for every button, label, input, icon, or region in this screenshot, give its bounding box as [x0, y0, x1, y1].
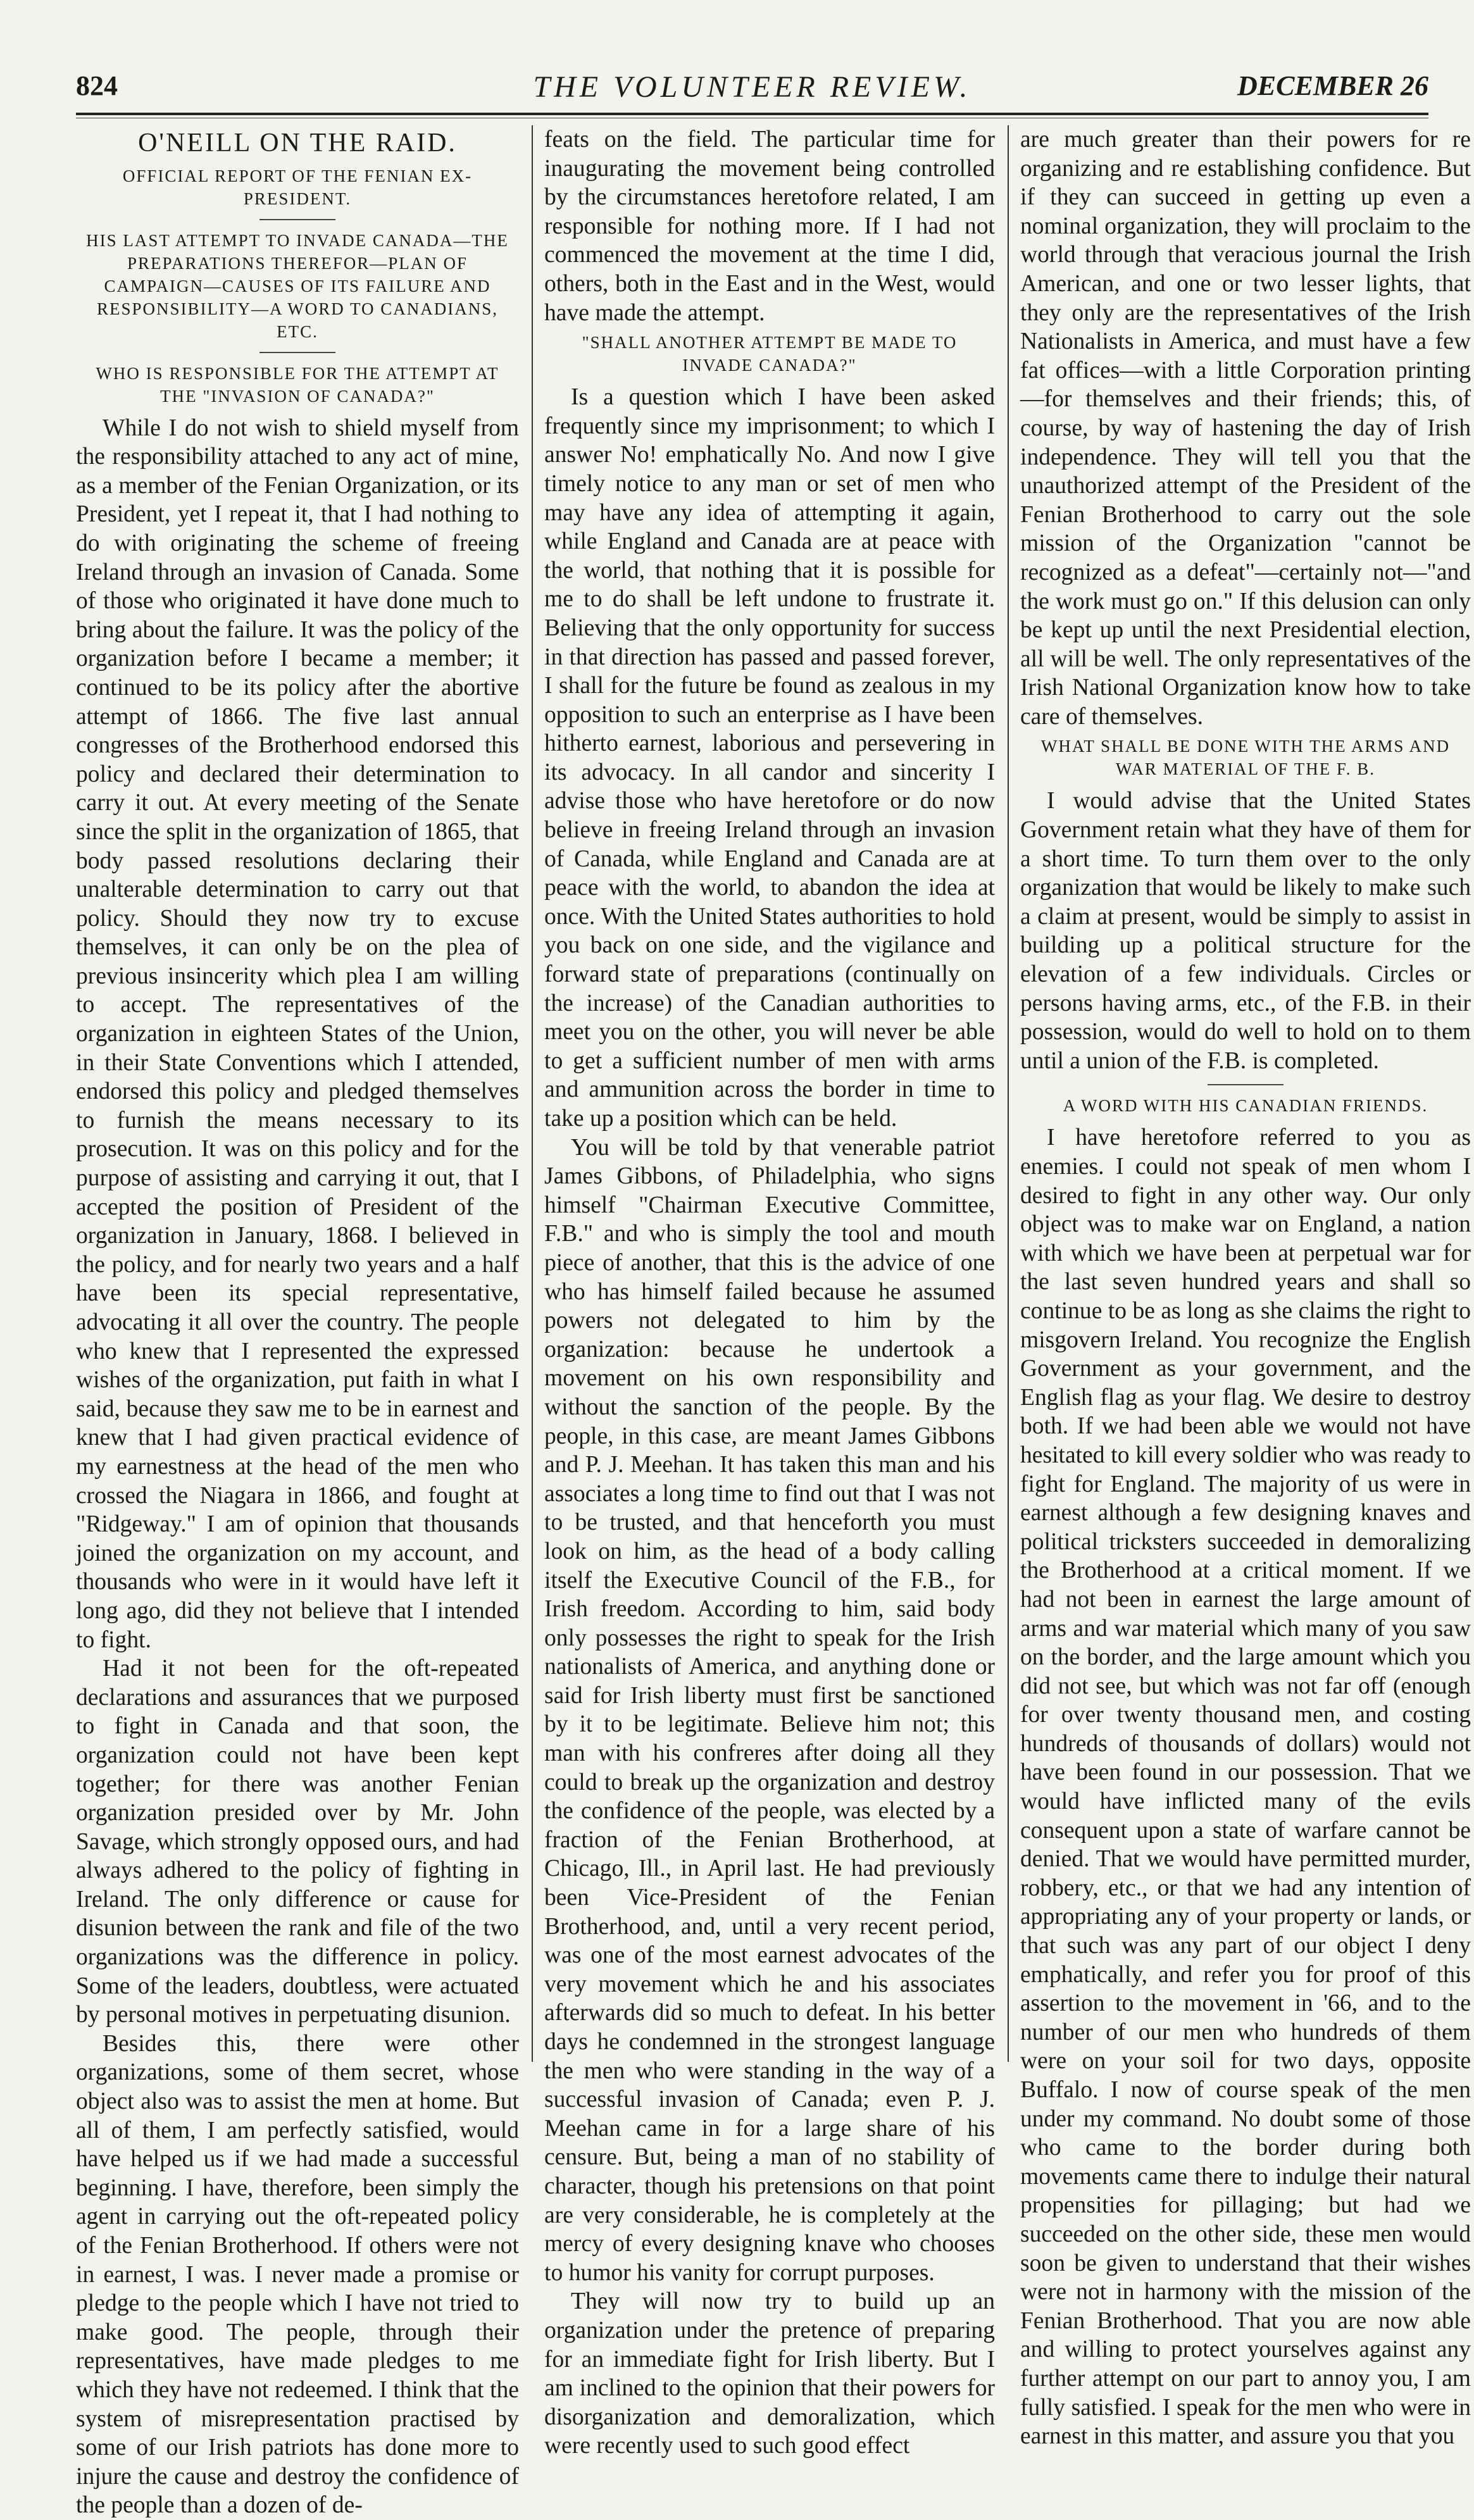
paragraph: They will now try to build up an organization under the pretence of preparing for an immediate fight for Irish liberty. But I am inclined to the opinion that their powers for disorganization and demoralization, which were recently used to such good effect — [544, 2288, 995, 2459]
newspaper-title: THE VOLUNTEER REVIEW. — [533, 70, 971, 104]
paragraph: Had it not been for the oft-repeated declarations and assurances that we purposed to fight in Canada and that soon, the organization could not have been kept together; for there was another Fenian organization presided over by Mr. John Savage, which strongly opposed ours, and had always adhered to the policy of fighting in Ireland. The only difference or cause for disunion between the rank and file of the two organizations was the difference in policy. Some of the leaders, doubtless, were actuated by personal motives in perpetuating disunion. — [76, 1656, 519, 2028]
divider — [259, 352, 335, 353]
article-subhead: HIS LAST ATTEMPT TO INVADE CANADA—THE PREPARATIONS THEREFOR—PLAN OF CAMPAIGN—CAUSES OF ITS FAILURE AND RESPONSIBILITY—A WORD TO CANADIANS, ETC. — [86, 230, 509, 341]
paragraph: Besides this, there were other organizations, some of them secret, whose object also was to assist the men at home. But all of them, I am perfectly satisfied, would have helped us if we had made a successful beginning. I have, therefore, been simply the agent in carrying out the oft-repeated policy of the Fenian Brotherhood. If others were not in earnest, I was. I never made a promise or pledge to the people which I have not tried to make good. The people, through their representatives, have made pledges to me which they have not redeemed. I think that the system of misrepresentation practised by some of our Irish patriots has done more to injure the cause and destroy the confidence of the people than a dozen of de- — [76, 2030, 519, 2519]
page-number: 824 — [76, 70, 118, 101]
column-divider — [1008, 125, 1009, 2062]
paragraph: feats on the field. The particular time for inaugurating the movement being controlled by the circumstances heretofore related, I am responsible for nothing more. If I had not commenced the movement at the time I did, others, both in the East and in the West, would have made the attempt. — [544, 127, 995, 326]
paragraph: are much greater than their powers for re organizing and re establishing confidence. But if they can succeed in getting up even a nominal organization, they will proclaim to the world through that veracious journal the Irish American, and one or two lesser lights, that they only are the representatives of the Irish Nationalists in America, and must have a few fat offices—with a little Corporation printing—for themselves and their friends; this, of course, by way of hastening the day of Irish independence. They will tell you that the unauthorized attempt of the President of the Fenian Brotherhood to carry out the sole mission of the Organization "cannot be recognized as a defeat"—certainly not—"and the work must go on." If this delusion can only be kept up until the next Presidential election, all will be well. The only representatives of the Irish National Organization know how to take care of themselves. — [1020, 127, 1471, 730]
paragraph: I would advise that the United States Government retain what they have of them for a short time. To turn them over to the only organization that would be likely to make such a claim at present, would be simply to assist in building up a political structure for the elevation of a few individuals. Circles or persons having arms, etc., of the F.B. in their possession, would do well to hold on to them until a union of the F.B. is completed. — [1020, 788, 1471, 1074]
article-subhead: OFFICIAL REPORT OF THE FENIAN EX-PRESIDENT. — [122, 166, 473, 208]
paragraph: You will be told by that venerable patriot James Gibbons, of Philadelphia, who signs himself "Chairman Executive Committee, F.B." and who is simply the tool and mouth piece of another, that this is the advice of one who has himself failed because he assumed powers not delegated to him by the organization: because he undertook a movement on his own responsibility and without the sanction of the people. By the people, in this case, are meant James Gibbons and P. J. Meehan. It has taken this man and his associates a long time to find out that I was not to be trusted, and that henceforth you must look on him, as the head of a body calling itself the Executive Council of the F.B., for Irish freedom. According to him, said body only possesses the right to speak for the Irish nationalists of America, and anything done or said for Irish liberty must first be sanctioned by it to be legitimate. Believe him not; this man with his confreres after doing all they could to break up the organization and destroy the confidence of the people, was elected by a fraction of the Fenian Brotherhood, at Chicago, Ill., in April last. He had previously been Vice-President of the Fenian Brotherhood, and, until a very recent period, was one of the most earnest advocates of the very movement which he and his associates afterwards did so much to defeat. In his better days he condemned in the strongest language the men who were standing in the way of a successful invasion of Canada; even P. J. Meehan came in for a large share of his censure. But, being a man of no stability of character, though his pretensions on that point are very considerable, he is completely at the mercy of every designing knave who chooses to humor his vanity for corrupt purposes. — [544, 1134, 995, 2286]
paragraph: While I do not wish to shield myself from the responsibility attached to any act of mine, as a member of the Fenian Organization, or its President, yet I repeat it, that I had nothing to do with originating the scheme of freeing Ireland through an invasion of Canada. Some of those who originated it have done much to bring about the failure. It was the policy of the organization before I became a member; it continued to be its policy after the abortive attempt of 1866. The five last annual congresses of the Brotherhood endorsed this policy and declared their determination to carry it out. At every meeting of the Senate since the split in the organization of 1865, that body passed resolutions declaring their unalterable determination to carry out that policy. Should they now try to excuse themselves, it can only be on the plea of previous insincerity which plea I am willing to accept. The representatives of the organization in eighteen States of the Union, in their State Conventions which I attended, endorsed this policy and pledged themselves to furnish the means necessary to its prosecution. It was on this policy and for the purpose of assisting and carrying it out, that I accepted the position of President of the organization in January, 1868. I believed in the policy, and for nearly two years and a half have been its special representative, advocating it all over the country. The people who knew that I represented the expressed wishes of the organization, put faith in what I said, because they saw me to be in earnest and knew that I had given practical evidence of my earnestness at the head of the men who crossed the Niagara in 1866, and fought at "Ridgeway." I am of opinion that thousands joined the organization on my account, and thousands who were in it would have left it long ago, did they not believe that I intended to fight. — [76, 415, 519, 1653]
issue-date: DECEMBER 26 — [1237, 70, 1428, 101]
header-rule — [76, 113, 1428, 115]
column-divider — [532, 125, 533, 2062]
column-3 — [1020, 125, 1471, 2450]
article-headline: O'NEILL ON THE RAID. — [138, 128, 457, 158]
section-heading: WHO IS RESPONSIBLE FOR THE ATTEMPT AT THE "INVASION OF CANADA?" — [96, 363, 499, 406]
column-1 — [76, 125, 519, 2519]
section-heading: A WORD WITH HIS CANADIAN FRIENDS. — [1063, 1096, 1428, 1116]
paragraph: Is a question which I have been asked frequently since my imprisonment; to which I answer No! emphatically No. And now I give timely notice to any man or set of men who may have any idea of attempting it again, while England and Canada are at peace with the world, that nothing that it is possible for me to do shall be left undone to frustrate it. Believing that the only opportunity for success in that direction has passed and passed forever, I shall for the future be found as zealous in my opposition to such an enterprise as I have been hitherto earnest, laborious and persevering in its advocacy. In all candor and sincerity I advise those who have heretofore or do now believe in freeing Ireland through an invasion of Canada, while England and Canada are at peace with the world, to abandon the idea at once. With the United States authorities to hold you back on one side, and the vigilance and forward state of preparations (continually on the increase) of the Canadian authorities to meet you on the other, you will never be able to get a sufficient number of men with arms and ammunition across the border in time to take up a position which can be held. — [544, 384, 995, 1132]
divider — [259, 219, 335, 220]
divider — [1208, 1084, 1284, 1085]
paragraph: I have heretofore referred to you as enemies. I could not speak of men whom I desired to fight in any other way. Our only object was to make war on England, a nation with which we have been at perpetual war for the last seven hundred years and shall so continue to be as long as she claims the right to misgovern Ireland. You recognize the English Government as your government, and the English flag as your flag. We desire to destroy both. If we had been able we would not have hesitated to kill every soldier who was ready to fight for England. The majority of us were in earnest although a few designing knaves and political tricksters succeeded in demoralizing the Brotherhood at a critical moment. If we had not been in earnest the large amount of arms and war material which many of you saw on the border, and the large amount which you did not see, but which was not far off (enough for over twenty thousand men, and costing hundreds of thousands of dollars) would not have been found in our possession. That we would have inflicted many of the evils consequent upon a state of warfare cannot be denied. That we would have permitted murder, robbery, etc., or that we had any intention of appropriating any of your property or lands, or that such was any part of our object I deny emphatically, and refer you for proof of this assertion to the movement in '66, and to the number of our men who hundreds of them were on your soil for two days, opposite Buffalo. I now of course speak of the men under my command. No doubt some of those who came to the border during both movements came there to indulge their natural propensities for pillaging; but had we succeeded on the other side, these men would soon be given to understand that their wishes were not in harmony with the mission of the Fenian Brotherhood. That you are now able and willing to protect yourselves against any further attempt on our part to annoy you, I am fully satisfied. I speak for the men who were in earnest in this matter, and assure you that you — [1020, 1125, 1471, 2450]
masthead — [76, 70, 1428, 109]
column-2 — [544, 125, 995, 2459]
section-heading: WHAT SHALL BE DONE WITH THE ARMS AND WAR MATERIAL OF THE F. B. — [1040, 737, 1451, 779]
section-heading: "SHALL ANOTHER ATTEMPT BE MADE TO INVADE CANADA?" — [582, 333, 958, 375]
